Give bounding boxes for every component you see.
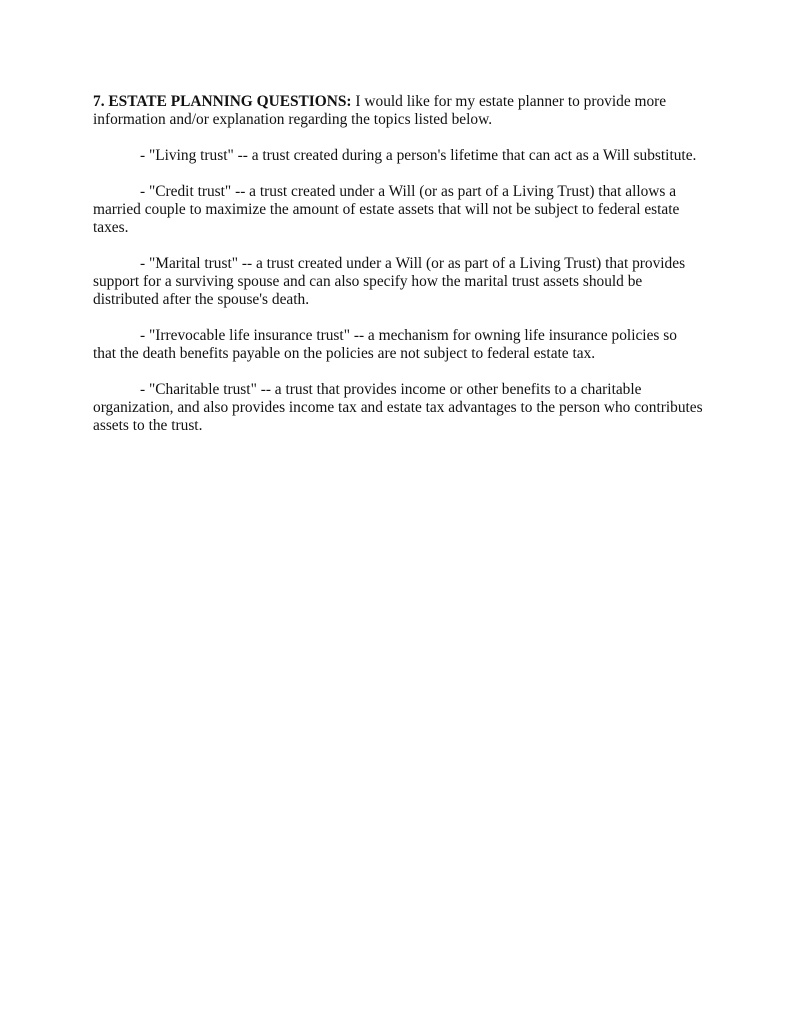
section-intro-text: I would like for my estate planner to provide more information and/or explanation regarding the topics listed below. [93,93,667,128]
topic-living-trust: - "Living trust" -- a trust created during a person's lifetime that can act as a Will substitute. [140,147,697,164]
document-page [93,93,703,435]
section-heading: 7. ESTATE PLANNING QUESTIONS: [93,93,352,110]
topic-credit-trust: - "Credit trust" -- a trust created under a Will (or as part of a Living Trust) that allows a married couple to maximize the amount of estate assets that will not be subject to federal estate taxes. [93,183,680,236]
section-intro-paragraph [93,93,703,129]
topic-marital-trust: - "Marital trust" -- a trust created under a Will (or as part of a Living Trust) that provides support for a surviving spouse and can also specify how the marital trust assets should be distributed after the spouse's death. [93,255,686,308]
topic-charitable-trust: - "Charitable trust" -- a trust that provides income or other benefits to a charitable organization, and also provides income tax and estate tax advantages to the person who contributes assets to the trust. [93,381,703,434]
topic-irrevocable-life-insurance-trust: - "Irrevocable life insurance trust" -- a mechanism for owning life insurance policies so that the death benefits payable on the policies are not subject to federal estate tax. [93,327,677,362]
